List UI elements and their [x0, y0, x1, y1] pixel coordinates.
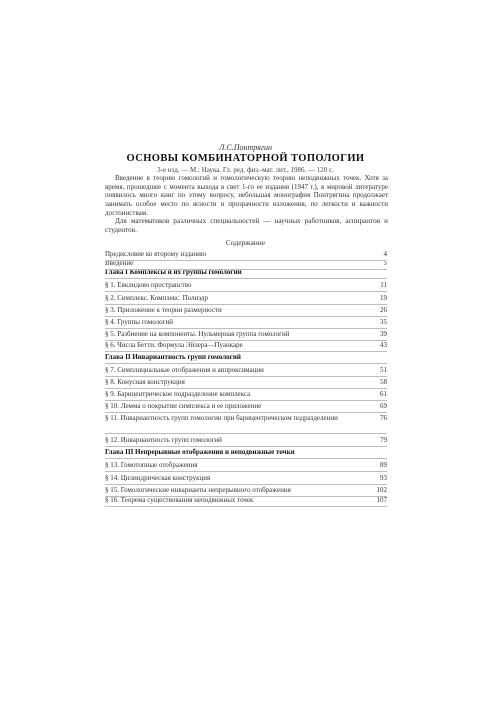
- toc-row-divider: [105, 496, 387, 497]
- toc-row-divider: [105, 376, 387, 377]
- book-title: ОСНОВЫ КОМБИНАТОРНОЙ ТОПОЛОГИИ: [126, 153, 365, 164]
- toc-entry-title: Введение: [105, 259, 134, 267]
- toc-entry-page: 79: [380, 436, 387, 444]
- author-name: Л.С.Понтрягин: [219, 143, 272, 152]
- toc-entry-title: § 2. Симплекс. Комплекс. Полиэдр: [105, 294, 208, 302]
- toc-entry-page: 35: [380, 318, 387, 326]
- toc-entry-page: 102: [376, 486, 387, 494]
- toc-entry-title: § 11. Инвариантность групп гомологии при барицентрическом подразделении: [105, 414, 338, 422]
- toc-row-divider: [105, 412, 387, 413]
- toc-row-divider: [105, 291, 387, 292]
- toc-row-divider: [105, 433, 387, 434]
- toc-entry-page: 107: [376, 496, 387, 504]
- toc-entry-title: § 12. Инвариантность групп гомологий: [105, 436, 222, 444]
- toc-entry-title: § 4. Группы гомологий: [105, 318, 173, 326]
- toc-entry-page: 26: [380, 306, 387, 314]
- toc-entry-title: § 3. Приложение к теории размерности: [105, 306, 222, 314]
- toc-entry-title: § 13. Гомотопные отображения: [105, 461, 198, 469]
- toc-row-divider: [105, 471, 387, 472]
- toc-row-divider: [105, 351, 387, 352]
- toc-entry-page: 19: [380, 294, 387, 302]
- toc-entry-title: § 6. Числа Бетти. Формула Эйлера—Пуанкаре: [105, 341, 243, 349]
- toc-entry-page: 69: [380, 402, 387, 410]
- toc-entry-title: § 10. Лемма о покрытии симплекса и ее приложение: [105, 402, 262, 410]
- toc-entry-page: 43: [380, 341, 387, 349]
- toc-entry-page: 58: [380, 378, 387, 386]
- audience-paragraph: Для математиков различных специальностей — научных работников, аспирантов и студентов.: [105, 217, 388, 234]
- toc-entry-title: § 8. Конусная конструкция: [105, 378, 185, 386]
- toc-row-divider: [105, 400, 387, 401]
- toc-row-divider: [105, 260, 387, 261]
- toc-entry-page: 5: [383, 259, 387, 267]
- contents-heading: Содержание: [225, 238, 266, 247]
- toc-row-divider: [105, 340, 387, 341]
- toc-entry-title: § 16. Теорема существования неподвижных точек: [105, 496, 254, 504]
- toc-row-divider: [105, 363, 387, 364]
- toc-entry-page: 61: [380, 390, 387, 398]
- toc-entry-page: 11: [380, 281, 387, 289]
- toc-row-divider: [105, 484, 387, 485]
- toc-row-divider: [105, 388, 387, 389]
- toc-entry-title: § 14. Цилиндрическая конструкция: [105, 474, 211, 482]
- toc-entry-page: 93: [380, 474, 387, 482]
- abstract-paragraph: Введение в теорию гомологий и гомологическую теорию неподвижных точек. Хотя за время, прошедшее с момента выхода в свет 1-го ее издания (1947 г.), в мировой литературе появилось много книг по этому вопросу, небольшая монография Понтрягина продолжает занимать особое место по ясности и прозрачности изложения, по легкости и важности достоинствам.: [105, 174, 388, 217]
- toc-entry-page: 76: [380, 414, 387, 422]
- toc-row-divider: [105, 328, 387, 329]
- toc-row-divider: [105, 278, 387, 279]
- toc-entry-title: Глава I Комплексы и их группы гомологий: [105, 268, 242, 276]
- toc-row-divider: [105, 446, 387, 447]
- toc-entry-title: § 9. Барицентрическое подразделение комплекса: [105, 390, 251, 398]
- toc-row-divider: [105, 316, 387, 317]
- toc-entry-title: Глава III Непрерывные отображения и неподвижные точки: [105, 448, 295, 456]
- toc-entry-title: § 7. Симплициальные отображения и аппроксимации: [105, 366, 264, 374]
- toc-row-divider: [105, 269, 387, 270]
- toc-entry-title: Глава II Инвариантность групп гомологий: [105, 353, 241, 361]
- toc-entry-page: 51: [380, 366, 387, 374]
- toc-row-divider: [105, 304, 387, 305]
- toc-entry-title: § 15. Гомологические инварианты непрерывного отображения: [105, 486, 291, 494]
- toc-entry-title: § 1. Евклидово пространство: [105, 281, 192, 289]
- toc-entry-page: 4: [383, 250, 387, 258]
- toc-entry-title: § 5. Разбиение на компоненты. Нульмерная группа гомологий: [105, 330, 290, 338]
- toc-row-divider: [105, 506, 387, 507]
- publication-info: 3-е изд. — М.: Наука. Гл. ред. физ.-мат. лит., 1986. — 120 с.: [157, 166, 334, 174]
- toc-entry-page: 39: [380, 330, 387, 338]
- toc-row-divider: [105, 458, 387, 459]
- toc-entry-title: Предисловие ко второму изданию: [105, 250, 207, 258]
- toc-entry-page: 89: [380, 461, 387, 469]
